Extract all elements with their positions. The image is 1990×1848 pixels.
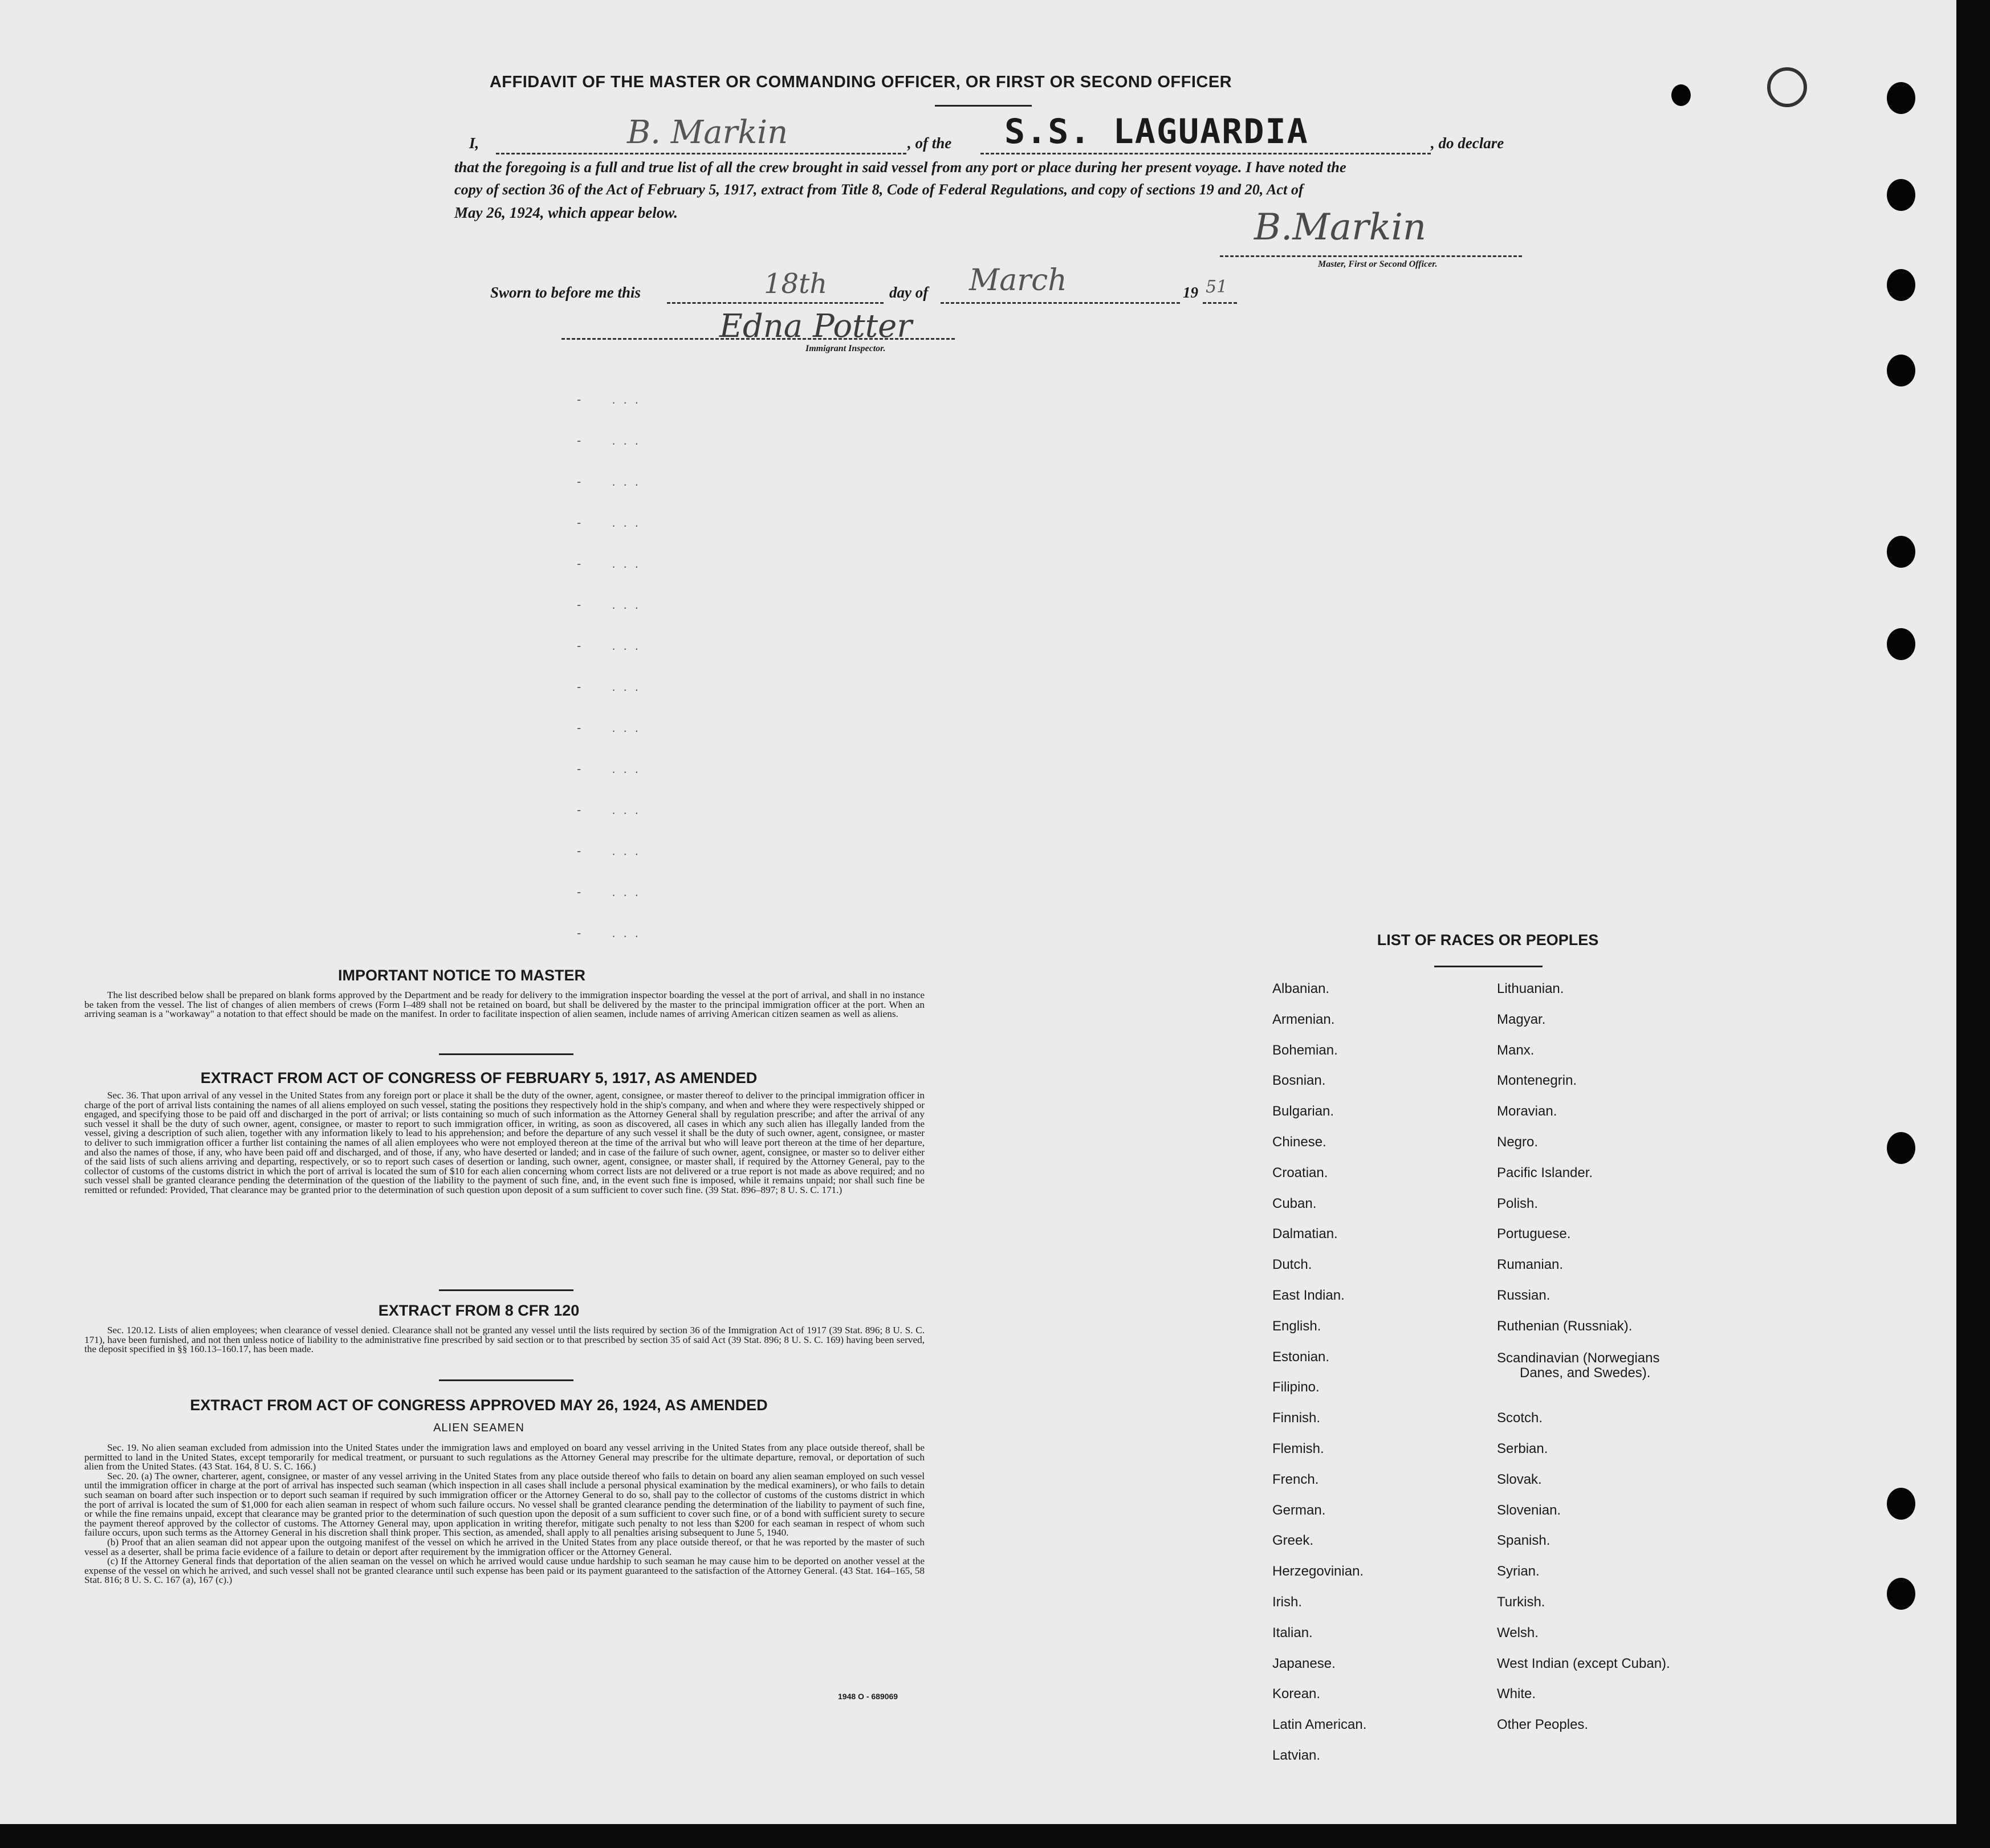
race-item: Negro. [1497,1134,1539,1150]
race-item: Japanese. [1272,1655,1336,1671]
month-value: March [969,263,1067,298]
race-item: Flemish. [1272,1440,1324,1456]
race-item: Greek. [1272,1533,1314,1549]
section-rule [439,1379,573,1381]
day-of-label: day of [889,284,929,301]
master-signature-line [1220,255,1522,257]
race-item: Rumanian. [1497,1257,1564,1273]
race-item: Slovenian. [1497,1502,1561,1518]
race-item: Turkish. [1497,1594,1545,1610]
affidavit-title: AFFIDAVIT OF THE MASTER OR COMMANDING OFFICER, OR FIRST OR SECOND OFFICER [489,73,1232,91]
race-item: Filipino. [1272,1379,1320,1395]
punch-hole [1887,269,1915,301]
sec-19-text: Sec. 19. No alien seaman excluded from admission into the United States under the immigration laws and employed on board any vessel arriving in the United States from any place outside thereof, shall be permitted to land in the United States, except temporarily for medical treatment, or pursuant to such regulations as the Attorney General may prescribe for the ultimate departure, removal, or deportation of such alien from the United States. (43 Stat. 164, 8 U. S. C. 166.) [84,1442,925,1472]
dot-row: - ... [577,556,646,571]
day-line [667,302,884,304]
punch-hole [1887,536,1915,568]
notice-body [84,991,925,1019]
race-item: German. [1272,1502,1326,1518]
race-item: West Indian (except Cuban). [1497,1655,1670,1671]
master-name-handwritten: B. Markin [627,114,788,151]
extract-1924-body [84,1443,925,1585]
race-item: Finnish. [1272,1410,1321,1426]
race-item: Italian. [1272,1625,1313,1641]
extract-1917-body [84,1091,925,1195]
i-label: I, [469,135,479,152]
day-value: 18th [764,268,828,300]
race-item: Albanian. [1272,981,1330,996]
extract-cfr-body [84,1326,925,1354]
race-item: Croatian. [1272,1165,1328,1181]
race-item: Bulgarian. [1272,1104,1334,1120]
sec-20a-text: Sec. 20. (a) The owner, charterer, agent, consignee, or master of any vessel arriving in the United States from any place outside thereof who fails to detain on board any alien seaman employed on such vessel until the immigration officer in charge at the port of arrival has inspected such seaman (which inspection in all cases shall include a personal physical examination by the medical examiners), or who fails to detain such seaman on board after such inspection or to deport such seaman if required by such immigration officer or the Attorney General to do so, shall pay to the collector of customs of the customs district in which the port of arrival is located the sum of $1,000 for each alien seaman in respect of whom such failure occurs. No vessel shall be granted clearance pending the determination of the liability to payment of such fine, or while the fine remains unpaid, except that clearance may be granted prior to the determination of such question upon the deposit of a sum sufficient to cover such fine, or of a bond with sufficient surety to secure the payment thereof approved by the collector of customs. The Attorney General may, upon application in writing therefor, mitigate such penalty to not less than $200 for each seaman in respect of whom such failure occurs, upon such terms as the Attorney General in his discretion shall think proper. This section, as amended, shall apply to all penalties arising subsequent to June 5, 1940. [84,1470,925,1538]
extract-1917-text: Sec. 36. That upon arrival of any vessel in the United States from any foreign port or place it shall be the duty of the owner, agent, consignee, or master thereof to deliver to the principal immigration officer in charge of the port of arrival lists containing the names of all aliens employed on such vessel, stating the positions they respectively hold in the ship's company, and when and where they were respectively shipped or engaged, and specifying those to be paid off and discharged in the port of arrival; or lists containing so much of such information as the Attorney General shall by regulation prescribe; and after the arrival of any such vessel it shall be the duty of such owner, agent, consignee, or master to report to such immigration officer, in writing, as soon as discovered, all cases in which any such alien has illegally landed from the vessel, giving a description of such alien, together with any information likely to lead to his apprehension; and before the departure of any such vessel it shall be the duty of such owner, agent, consignee, or master to deliver to such immigration officer a further list containing the names of all alien employees who were not employed thereon at the time of the arrival but who will leave port thereon at the time of her departure, and also the names of those, if any, who have been paid off and discharged, and of those, if any, who have deserted or landed; and in case of the failure of such owner, agent, consignee, or master so to deliver either of the said lists of such aliens arriving and departing, respectively, or so to report such cases of desertion or landing, such owner, agent, consignee, or master shall, if required by the Attorney General, pay to the collector of customs of the customs district in which the port of arrival is located the sum of $10 for each alien concerning whom correct lists are not delivered or a true report is not made as above required; and no such vessel shall be granted clearance pending the determination of the question of the liability to the payment of such fine, and, in the event such fine is imposed, while it remains unpaid; nor shall such fine be remitted or refunded: Provided, That clearance may be granted prior to the determination of such question upon deposit of a sum sufficient to cover such fine. (39 Stat. 896–897; 8 U. S. C. 171.) [84,1090,925,1195]
race-item: Scandinavian (Norwegians [1497,1350,1660,1366]
dot-row: - ... [577,844,646,858]
section-rule [439,1289,573,1291]
do-declare-label: , do declare [1431,135,1504,152]
race-item: Serbian. [1497,1440,1548,1456]
race-item: Moravian. [1497,1104,1557,1120]
race-item: Dalmatian. [1272,1226,1338,1242]
race-item: Chinese. [1272,1134,1326,1150]
races-title: LIST OF RACES OR PEOPLES [1377,931,1599,949]
race-item: Welsh. [1497,1625,1539,1641]
race-item: Montenegrin. [1497,1073,1577,1089]
race-item: Manx. [1497,1042,1535,1058]
race-item: Portuguese. [1497,1226,1571,1242]
race-item: Pacific Islander. [1497,1165,1593,1181]
race-item: Russian. [1497,1287,1551,1303]
dot-row: - ... [577,721,646,735]
race-item: Scotch. [1497,1410,1543,1426]
dot-row: - ... [577,392,646,406]
race-item: English. [1272,1318,1321,1334]
race-item: Spanish. [1497,1533,1551,1549]
dot-row: - ... [577,433,646,447]
dot-row: - ... [577,474,646,489]
race-item: Slovak. [1497,1471,1542,1487]
race-item: Lithuanian. [1497,981,1564,996]
race-item: East Indian. [1272,1287,1345,1303]
declaration-line-1: that the foregoing is a full and true list of all the crew brought in said vessel from any port or place during her present voyage. I have noted the [454,158,1346,176]
race-item: Bosnian. [1272,1073,1326,1089]
dot-row: - ... [577,638,646,653]
print-code: 1948 O - 689069 [838,1692,898,1701]
punch-hole [1887,1132,1915,1164]
punch-hole [1887,355,1915,386]
race-item: Polish. [1497,1195,1539,1211]
race-item: Ruthenian (Russniak). [1497,1318,1633,1334]
extract-cfr-text: Sec. 120.12. Lists of alien employees; when clearance of vessel denied. Clearance shall not be granted any vessel until the lists required by section 36 of the Immigration Act of 1917 (39 Stat. 896; 8 U. S. C. 171), have been furnished, and not then unless notice of liability to the administrative fine prescribed by said section or to that prescribed by section 35 of said Act (39 Stat. 896; 8 U. S. C. 169) having been served, the deposit specified in §§ 160.13–160.17, has been made. [84,1325,925,1355]
races-rule [1434,966,1543,967]
race-item: Estonian. [1272,1349,1330,1365]
race-item-continuation: Danes, and Swedes). [1520,1365,1651,1381]
master-label: Master, First or Second Officer. [1318,259,1438,269]
year-line [1203,302,1237,304]
declaration-line-2: copy of section 36 of the Act of February 5, 1917, extract from Title 8, Code of Federal Regulations, and copy of sections 19 and 20, Act of [454,181,1304,198]
races-column-2 [1497,974,1670,1740]
master-signature: B.Markin [1254,206,1427,249]
race-item: Irish. [1272,1594,1303,1610]
sec-20b-text: (b) Proof that an alien seaman did not appear upon the outgoing manifest of the vessel on which he arrived in the United States from any place outside thereof, or that he was reported by the master of such vessel as a deserter, shall be prima facie evidence of a failure to detain or deport after requirement by the immigration officer or the Attorney General. [84,1536,925,1557]
notice-text: The list described below shall be prepared on blank forms approved by the Department and be ready for delivery to the immigration inspector boarding the vessel at the port of arrival, and shall in no instance be taken from the vessel. The list of changes of alien members of crews (Form I–489 shall not be retained on board, but shall be delivered by the master to the principal immigration officer at the port. When an arriving seaman is a "workaway" a notation to that effect should be made on the manifest. In order to facilitate inspection of alien seamen, include names of arriving American citizen seamen as well as aliens. [84,990,925,1020]
races-column-1 [1272,974,1366,1771]
inspector-line [561,338,955,340]
sworn-label: Sworn to before me this [490,284,641,301]
vessel-line [980,153,1431,154]
race-item: Dutch. [1272,1257,1312,1273]
inspector-signature: Edna Potter [719,308,913,345]
race-item: Latin American. [1272,1717,1367,1733]
punch-hole [1887,1488,1915,1520]
inspector-label: Immigrant Inspector. [805,344,886,353]
punch-hole [1887,179,1915,211]
dot-row: - ... [577,679,646,694]
race-item: Other Peoples. [1497,1717,1589,1733]
of-the-label: , of the [907,135,952,152]
dot-row: - ... [577,515,646,530]
punch-hole-mark [1671,84,1691,106]
extract-cfr-title: EXTRACT FROM 8 CFR 120 [378,1302,580,1319]
dot-row: - ... [577,885,646,899]
alien-seamen-subtitle: ALIEN SEAMEN [433,1422,524,1434]
punch-hole [1887,1578,1915,1610]
extract-1924-title: EXTRACT FROM ACT OF CONGRESS APPROVED MAY 26, 1924, AS AMENDED [190,1397,768,1414]
race-item: Magyar. [1497,1011,1546,1027]
notice-title: IMPORTANT NOTICE TO MASTER [338,967,585,984]
name-line [496,153,906,154]
race-item: Cuban. [1272,1195,1317,1211]
punch-hole [1887,628,1915,660]
vessel-name: S.S. LAGUARDIA [1004,112,1309,152]
race-item-scandinavian [1497,1342,1670,1403]
dot-row: - ... [577,803,646,817]
race-item: Latvian. [1272,1747,1321,1763]
section-rule [439,1053,573,1055]
race-item: Korean. [1272,1686,1321,1702]
month-line [941,302,1180,304]
race-item: Syrian. [1497,1564,1540,1580]
dot-row: - ... [577,597,646,612]
title-rule [935,105,1032,107]
extract-1917-title: EXTRACT FROM ACT OF CONGRESS OF FEBRUARY 5, 1917, AS AMENDED [200,1069,758,1086]
race-item: Herzegovinian. [1272,1564,1364,1580]
race-item: Armenian. [1272,1011,1335,1027]
year-prefix: 19 [1183,284,1198,301]
race-item: French. [1272,1471,1319,1487]
punch-hole [1887,82,1915,114]
dot-row: - ... [577,926,646,940]
race-item: Bohemian. [1272,1042,1338,1058]
sec-20c-text: (c) If the Attorney General finds that deportation of the alien seaman on the vessel on which he arrived would cause undue hardship to such seaman he may cause him to be deported on another vessel at the expense of the vessel on which he arrived, and such vessel shall not be granted clearance until such expense has been paid or its payment guaranteed to the satisfaction of the Attorney General. (43 Stat. 164–165, 58 Stat. 816; 8 U. S. C. 167 (a), 167 (c).) [84,1556,925,1586]
race-item: White. [1497,1686,1536,1702]
dot-row: - ... [577,762,646,776]
year-value: 51 [1206,277,1228,297]
ring-mark-icon [1767,67,1807,107]
declaration-line-3: May 26, 1924, which appear below. [454,204,678,221]
